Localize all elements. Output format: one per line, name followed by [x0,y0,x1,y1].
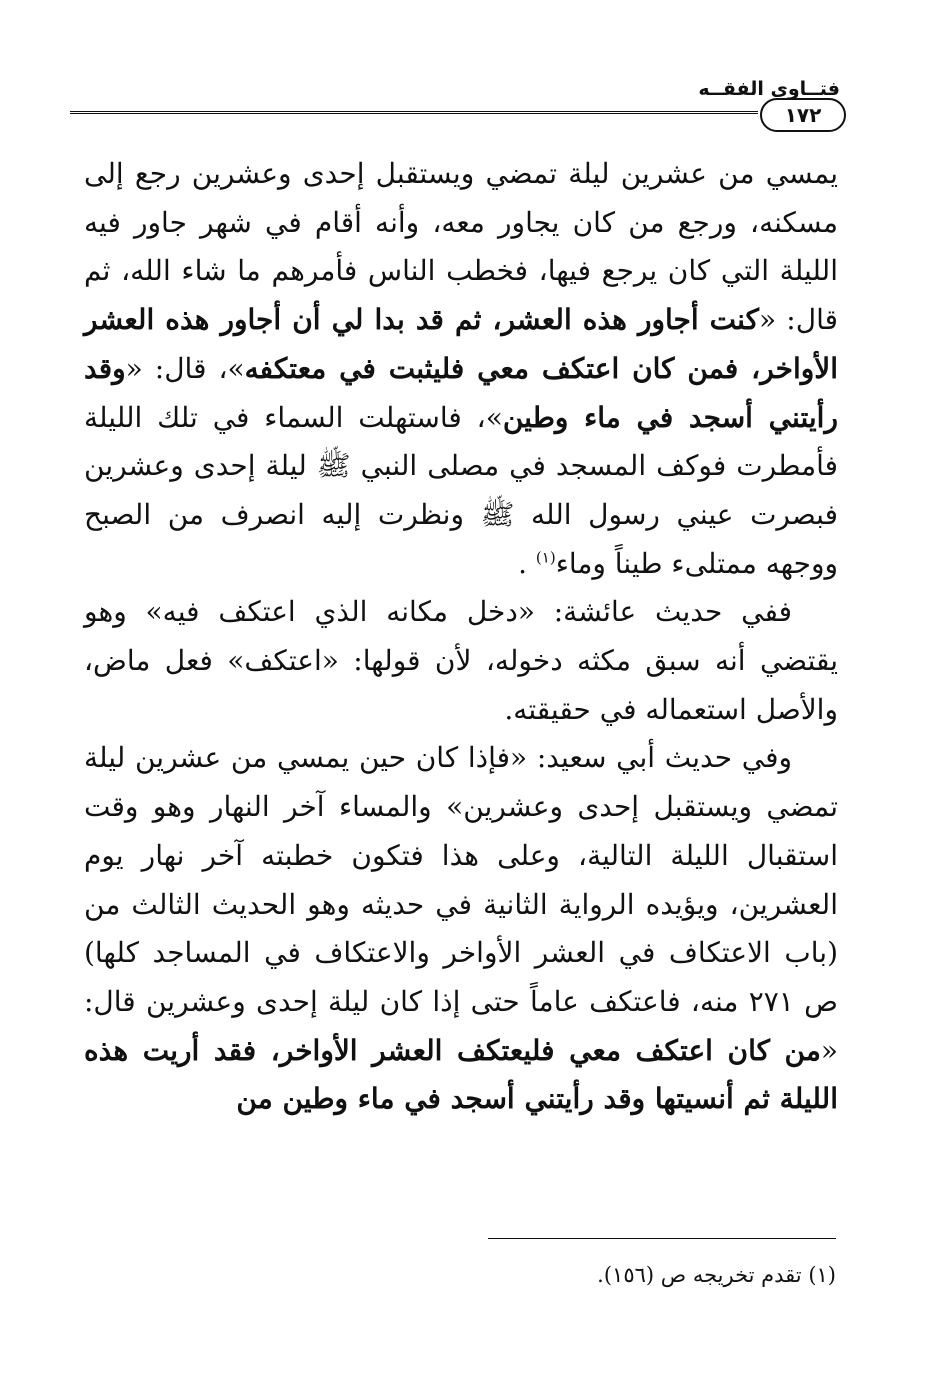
hadith-quote-bold: وقد رأيتني أسجد في ماء وطين [84,351,838,434]
text-span: . [518,546,536,580]
running-title: فتــاوى الفقــه [698,78,840,100]
text-span: يمسي من عشرين ليلة تمضي ويستقبل إحدى وعشرين رجع إلى مسكنه، ورجع من كان يجاور معه، وأنه أقام في شهر جاور فيه الليلة التي كان يرجع فيها، فخطب الناس فأمرهم ما شاء الله، ثم قال: « [84,157,838,337]
paragraph-2: ففي حديث عائشة: «دخل مكانه الذي اعتكف فيه» وهو يقتضي أنه سبق مكثه دخوله، لأن قولها: «اعتكف» فعل ماض، والأصل استعماله في حقيقته. [84,595,838,726]
footnote-separator [488,1238,836,1239]
footnote: (١) تقدم تخريجه ص (١٥٦). [597,1263,836,1287]
footnote-marker[interactable]: (١) [535,548,556,567]
text-span: »، قال: « [125,351,245,385]
paragraph-1 [84,150,838,588]
paragraph-3 [84,734,838,1124]
hadith-quote-bold: كنت أجاور هذه العشر، ثم قد بدا لي أن أجاور هذه العشر الأواخر، فمن كان اعتكف معي فليثبت في معتكفه [84,303,839,385]
page-header [70,78,846,138]
text-span: »، فاستهلت السماء في تلك الليلة فأمطرت فوكف المسجد في مصلى النبي ﷺ ليلة إحدى وعشرين فبصرت عيني رسول الله ﷺ ونظرت إليه انصرف من الصبح ووجهه ممتلىء طيناً وماء [84,400,838,580]
text-span: وفي حديث أبي سعيد: «فإذا كان حين يمسي من عشرين ليلة تمضي ويستقبل إحدى وعشرين» والمساء آخر النهار وهو وقت استقبال الليلة التالية، وعلى هذا فتكون خطبته آخر نهار يوم العشرين، ويؤيده الرواية الثانية في حديثه وهو الحديث الثالث من (باب الاعتكاف في العشر الأواخر والاعتكاف في المساجد كلها) ص ٢٧١ منه، فاعتكف عاماً حتى إذا كان ليلة إحدى وعشرين قال: « [84,741,838,1067]
main-text [84,150,838,1124]
hadith-quote-bold: من كان اعتكف معي فليعتكف العشر الأواخر، فقد أريت هذه الليلة ثم أنسيتها وقد رأيتني أسجد في ماء وطين من [84,1033,838,1116]
page-number: ١٧٢ [760,98,846,132]
header-rule [70,111,758,114]
